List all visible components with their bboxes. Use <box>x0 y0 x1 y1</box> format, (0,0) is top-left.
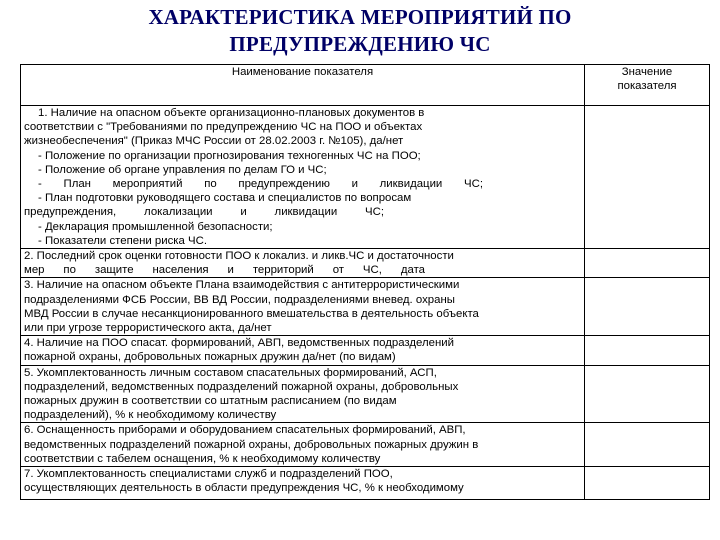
row-1-line: - План подготовки руководящего состава и специалистов по вопросам <box>38 192 412 205</box>
row-3-name <box>21 278 585 336</box>
header-indicator-value <box>585 65 710 106</box>
row-1-line: предупреждения, локализации и ликвидации ЧС; <box>24 206 384 219</box>
row-7-name <box>21 467 585 500</box>
table-row <box>21 106 710 249</box>
row-3-line: МВД России в случае несанкционированного вмешательства в деятельность объекта <box>24 307 479 320</box>
table-header-row <box>21 65 710 106</box>
row-3-line: подразделениями ФСБ России, ВВ ВД России, подразделениями вневед. охраны <box>24 293 455 306</box>
table-row <box>21 249 710 278</box>
row-5-value <box>585 365 710 423</box>
row-3-value <box>585 278 710 336</box>
row-7-line: 7. Укомплектованность специалистами служб и подразделений ПОО, <box>24 468 393 481</box>
row-1-line: - План мероприятий по предупреждению и ликвидации ЧС; <box>38 178 483 191</box>
row-5-name <box>21 365 585 423</box>
row-1-line: жизнеобеспечения" (Приказ МЧС России от 28.02.2003 г. №105), да/нет <box>24 135 404 148</box>
header-value-line-1: Значение <box>621 66 673 78</box>
row-1-line: - Положение об органе управления по делам ГО и ЧС; <box>38 163 327 176</box>
row-4-name <box>21 336 585 365</box>
header-value-line-2: показателя <box>617 80 677 93</box>
row-5-line: подразделений, ведомственных подразделений пожарной охраны, добровольных <box>24 380 459 393</box>
row-4-value <box>585 336 710 365</box>
row-7-clip <box>24 467 581 499</box>
row-1-name <box>21 106 585 249</box>
row-3-line: 3. Наличие на опасном объекте Плана взаимодействия с антитеррористическими <box>24 279 460 292</box>
row-6-line: соответствии с табелем оснащения, % к необходимому количеству <box>24 452 381 465</box>
title-line-1: ХАРАКТЕРИСТИКА МЕРОПРИЯТИЙ ПО <box>148 5 572 29</box>
row-5-line: подразделений), % к необходимому количеству <box>24 409 277 422</box>
row-7-value <box>585 467 710 500</box>
row-2-name <box>21 249 585 278</box>
row-1-line: - Положение по организации прогнозирования техногенных ЧС на ПОО; <box>38 149 421 162</box>
row-2-value <box>585 249 710 278</box>
title-line-2: ПРЕДУПРЕЖДЕНИЮ ЧС <box>229 32 491 56</box>
row-1-line: - Декларация промышленной безопасности; <box>38 220 273 233</box>
row-6-name <box>21 423 585 467</box>
row-1-line: соответствии с "Требованиями по предупреждению ЧС на ПОО и объектах <box>24 121 423 134</box>
row-7-line: осуществляющих деятельность в области предупреждения ЧС, % к необходимому <box>24 482 464 495</box>
table-row <box>21 278 710 336</box>
row-3-line: или при угрозе террористического акта, да/нет <box>24 322 272 335</box>
row-1-line: 1. Наличие на опасном объекте организационно-плановых документов в <box>38 107 425 119</box>
row-4-line: 4. Наличие на ПОО спасат. формирований, АВП, ведомственных подразделений <box>24 337 455 350</box>
table-row <box>21 467 710 500</box>
row-1-line: - Показатели степени риска ЧС. <box>38 234 207 247</box>
row-1-value <box>585 106 710 249</box>
row-5-line: пожарных дружин в соответствии со штатным расписанием (по видам <box>24 395 397 408</box>
row-4-line: пожарной охраны, добровольных пожарных дружин да/нет (по видам) <box>24 351 396 364</box>
table-row <box>21 365 710 423</box>
row-6-line: ведомственных подразделений пожарной охраны, добровольных пожарных дружин в <box>24 438 479 451</box>
row-6-value <box>585 423 710 467</box>
header-indicator-name: Наименование показателя <box>21 65 585 106</box>
row-6-line: 6. Оснащенность приборами и оборудованием спасательных формирований, АВП, <box>24 424 466 437</box>
row-5-line: 5. Укомплектованность личным составом спасательных формирований, АСП, <box>24 366 437 379</box>
page-title <box>0 4 720 58</box>
table-row <box>21 336 710 365</box>
indicators-table <box>20 64 710 500</box>
table-row <box>21 423 710 467</box>
row-2-line: 2. Последний срок оценки готовности ПОО к локализ. и ликв.ЧС и достаточности <box>24 250 454 263</box>
row-2-line: мер по защите населения и территорий от ЧС, дата <box>24 264 425 277</box>
